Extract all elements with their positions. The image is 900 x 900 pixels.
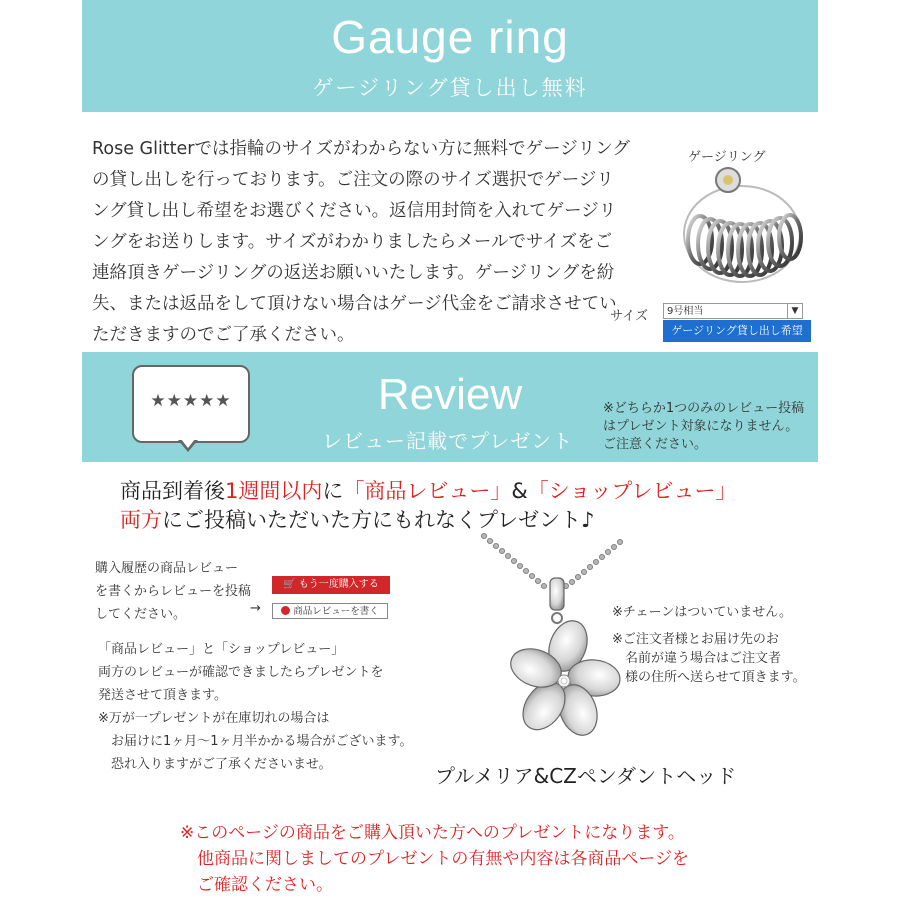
size-label: サイズ: [610, 309, 648, 324]
plumeria-pendant: [470, 528, 630, 758]
gauge-ring-banner: [82, 0, 818, 112]
product-name: プルメリア&CZペンダントヘッド: [435, 764, 737, 788]
review-title: Review: [377, 370, 523, 419]
condition-line: ※万が一プレゼントが在庫切れの場合は: [98, 711, 330, 726]
headline-text: 商品到着後: [120, 479, 225, 503]
headline-text: &: [511, 479, 528, 503]
pendant-note-line: 名前が違う場合はご注文者: [612, 651, 782, 666]
review-conditions: [98, 638, 413, 776]
bubble-tail-inner: [181, 439, 195, 448]
headline-text: にご投稿いただいた方にもれなくプレゼント♪: [162, 508, 595, 532]
pendant-note-line: ※ご注文者様とお届け先のお: [612, 632, 779, 647]
footer-line: 他商品に関しましてのプレゼントの有無や内容は各商品ページを: [180, 849, 689, 869]
star-rating-icon: ★★★★★: [150, 391, 232, 411]
review-howto: [95, 557, 251, 626]
condition-line: 「商品レビュー」と「ショップレビュー」: [98, 642, 345, 657]
howto-line: してください。: [95, 607, 187, 622]
buy-again-button[interactable]: 🛒 もう一度購入する: [272, 576, 390, 594]
headline-emphasis: 「商品レビュー」: [343, 479, 512, 503]
condition-line: 発送させて頂きます。: [98, 688, 227, 703]
review-note: ※どちらか1つのみのレビュー投稿はプレゼント対象になりません。ご注意ください。: [603, 401, 805, 452]
condition-line: 恐れ入りますがご了承くださいませ。: [98, 757, 332, 772]
gauge-ring-title: Gauge ring: [331, 11, 569, 63]
howto-line: を書くからレビューを投稿: [95, 584, 252, 599]
write-review-button[interactable]: [272, 603, 388, 619]
intro-line: 連絡頂きゲージリングの返送お願いいたします。ゲージリングを紛: [92, 263, 615, 283]
size-select[interactable]: [663, 303, 803, 319]
gauge-ring-image: [670, 162, 820, 312]
intro-line: ングをお送りします。サイズがわかりましたらメールでサイズをご: [92, 232, 613, 252]
gauge-ring-option[interactable]: ゲージリング貸し出し希望: [663, 320, 811, 342]
intro-line: Rose Glitterでは指輪のサイズがわからない方に無料でゲージリング: [92, 139, 630, 159]
headline-emphasis: 「ショップレビュー」: [527, 479, 737, 503]
intro-line: 失、または返品をして頂けない場合はゲージ代金をご請求させてい: [92, 294, 617, 314]
chevron-down-icon: ▼: [787, 304, 802, 318]
pendant-note-line: ※チェーンはついていません。: [612, 605, 793, 620]
intro-line: の貸し出しを行っております。ご注文の際のサイズ選択でゲージリ: [92, 170, 614, 190]
review-bubble: [132, 365, 250, 443]
footer-line: ※このページの商品をご購入頂いた方へのプレゼントになります。: [180, 823, 685, 843]
howto-line: 購入履歴の商品レビュー: [95, 561, 239, 576]
gauge-ring-description: [92, 134, 662, 351]
headline-emphasis: 両方: [120, 508, 162, 532]
pendant-notes: [612, 603, 806, 687]
intro-line: ング貸し出し希望をお選びください。返信用封筒を入れてゲージリ: [92, 201, 617, 221]
review-headline: [120, 477, 737, 535]
headline-text: に: [322, 479, 344, 503]
gauge-ring-subtitle: ゲージリング貸し出し無料: [312, 77, 588, 100]
pendant-image: [470, 528, 630, 758]
gauge-ring-figure: [670, 140, 820, 310]
gauge-ring-label: ゲージリング: [688, 150, 766, 165]
pendant-note-line: 様の住所へ送らせて頂きます。: [612, 670, 806, 685]
review-subtitle: レビュー記載でプレゼント: [322, 429, 574, 453]
footer-notice: [180, 820, 689, 898]
footer-line: ご確認ください。: [180, 875, 333, 895]
write-review-label: 商品レビューを書く: [293, 606, 379, 617]
headline-emphasis: 1週間以内: [225, 479, 323, 503]
size-select-value: 9号相当: [667, 306, 704, 317]
condition-line: お届けに1ヶ月〜1ヶ月半かかる場合がございます。: [98, 734, 413, 749]
condition-line: 両方のレビューが確認できましたらプレゼントを: [98, 665, 384, 680]
review-icon: [281, 606, 290, 615]
intro-line: ただきますのでご了承ください。: [92, 325, 355, 345]
arrow-right-icon: →: [250, 601, 261, 616]
